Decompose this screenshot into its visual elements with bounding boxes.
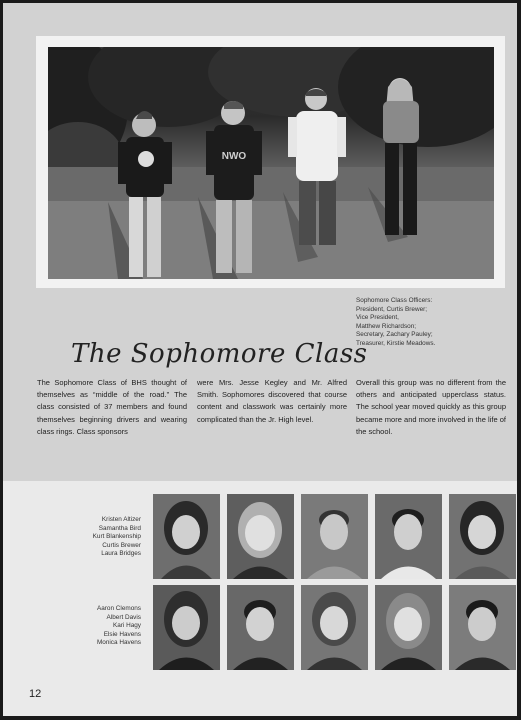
student-name: Elsie Havens (103, 630, 141, 638)
student-name: Monica Havens (96, 639, 141, 647)
student-portrait (375, 585, 442, 670)
caption-line: Sophomore Class Officers: (356, 297, 433, 304)
student-name: Kristen Altizer (101, 516, 141, 523)
student-name: Albert Davis (106, 613, 141, 621)
body-column-2: were Mrs. Jesse Kegley and Mr. Alfred Smith. Sophomores discovered that course content and classwork was certainly more complicated than the Jr. High level. (197, 378, 347, 424)
portrait-names-row-1 (43, 516, 141, 559)
student-portrait (449, 585, 516, 670)
student-portrait (301, 494, 368, 579)
student-name: Kurt Blankenship (92, 533, 141, 541)
caption-line: Secretary, Zachary Pauley; (356, 331, 433, 339)
body-column-1: The Sophomore Class of BHS thought of themselves as “middle of the road.” The class consisted of 37 members and found themselves beginning drivers and wearing class rings. Class sponsors (37, 378, 187, 436)
page-number: 12 (29, 688, 42, 700)
student-portrait (227, 494, 294, 579)
caption-line: President, Curtis Brewer; (356, 305, 428, 313)
caption-line: Matthew Richardson; (356, 322, 417, 330)
student-portrait (301, 585, 368, 670)
body-column-3: Overall this group was no different from the others and anticipated upperclass status. The school year moved quickly as this group became more and more involved in the life of the school. (356, 378, 506, 436)
caption-line: Vice President, (356, 314, 399, 322)
page-title: The Sophomore Class (71, 339, 368, 369)
group-photo (48, 47, 494, 279)
student-portrait (153, 494, 220, 579)
student-name: Curtis Brewer (102, 541, 141, 549)
student-name: Kari Hagy (112, 622, 141, 630)
student-name: Aaron Clemons (96, 605, 141, 612)
student-portrait (153, 585, 220, 670)
student-name: Samantha Bird (98, 524, 141, 532)
caption-line: Treasurer, Kirstie Meadows. (356, 339, 436, 347)
yearbook-page (3, 3, 517, 716)
student-portrait (227, 585, 294, 670)
student-name: Laura Bridges (101, 550, 141, 558)
officers-caption (356, 297, 506, 349)
portrait-names-row-2 (43, 605, 141, 648)
shirt-text: NWO (221, 151, 247, 162)
student-portrait (449, 494, 516, 579)
student-portrait (375, 494, 442, 579)
